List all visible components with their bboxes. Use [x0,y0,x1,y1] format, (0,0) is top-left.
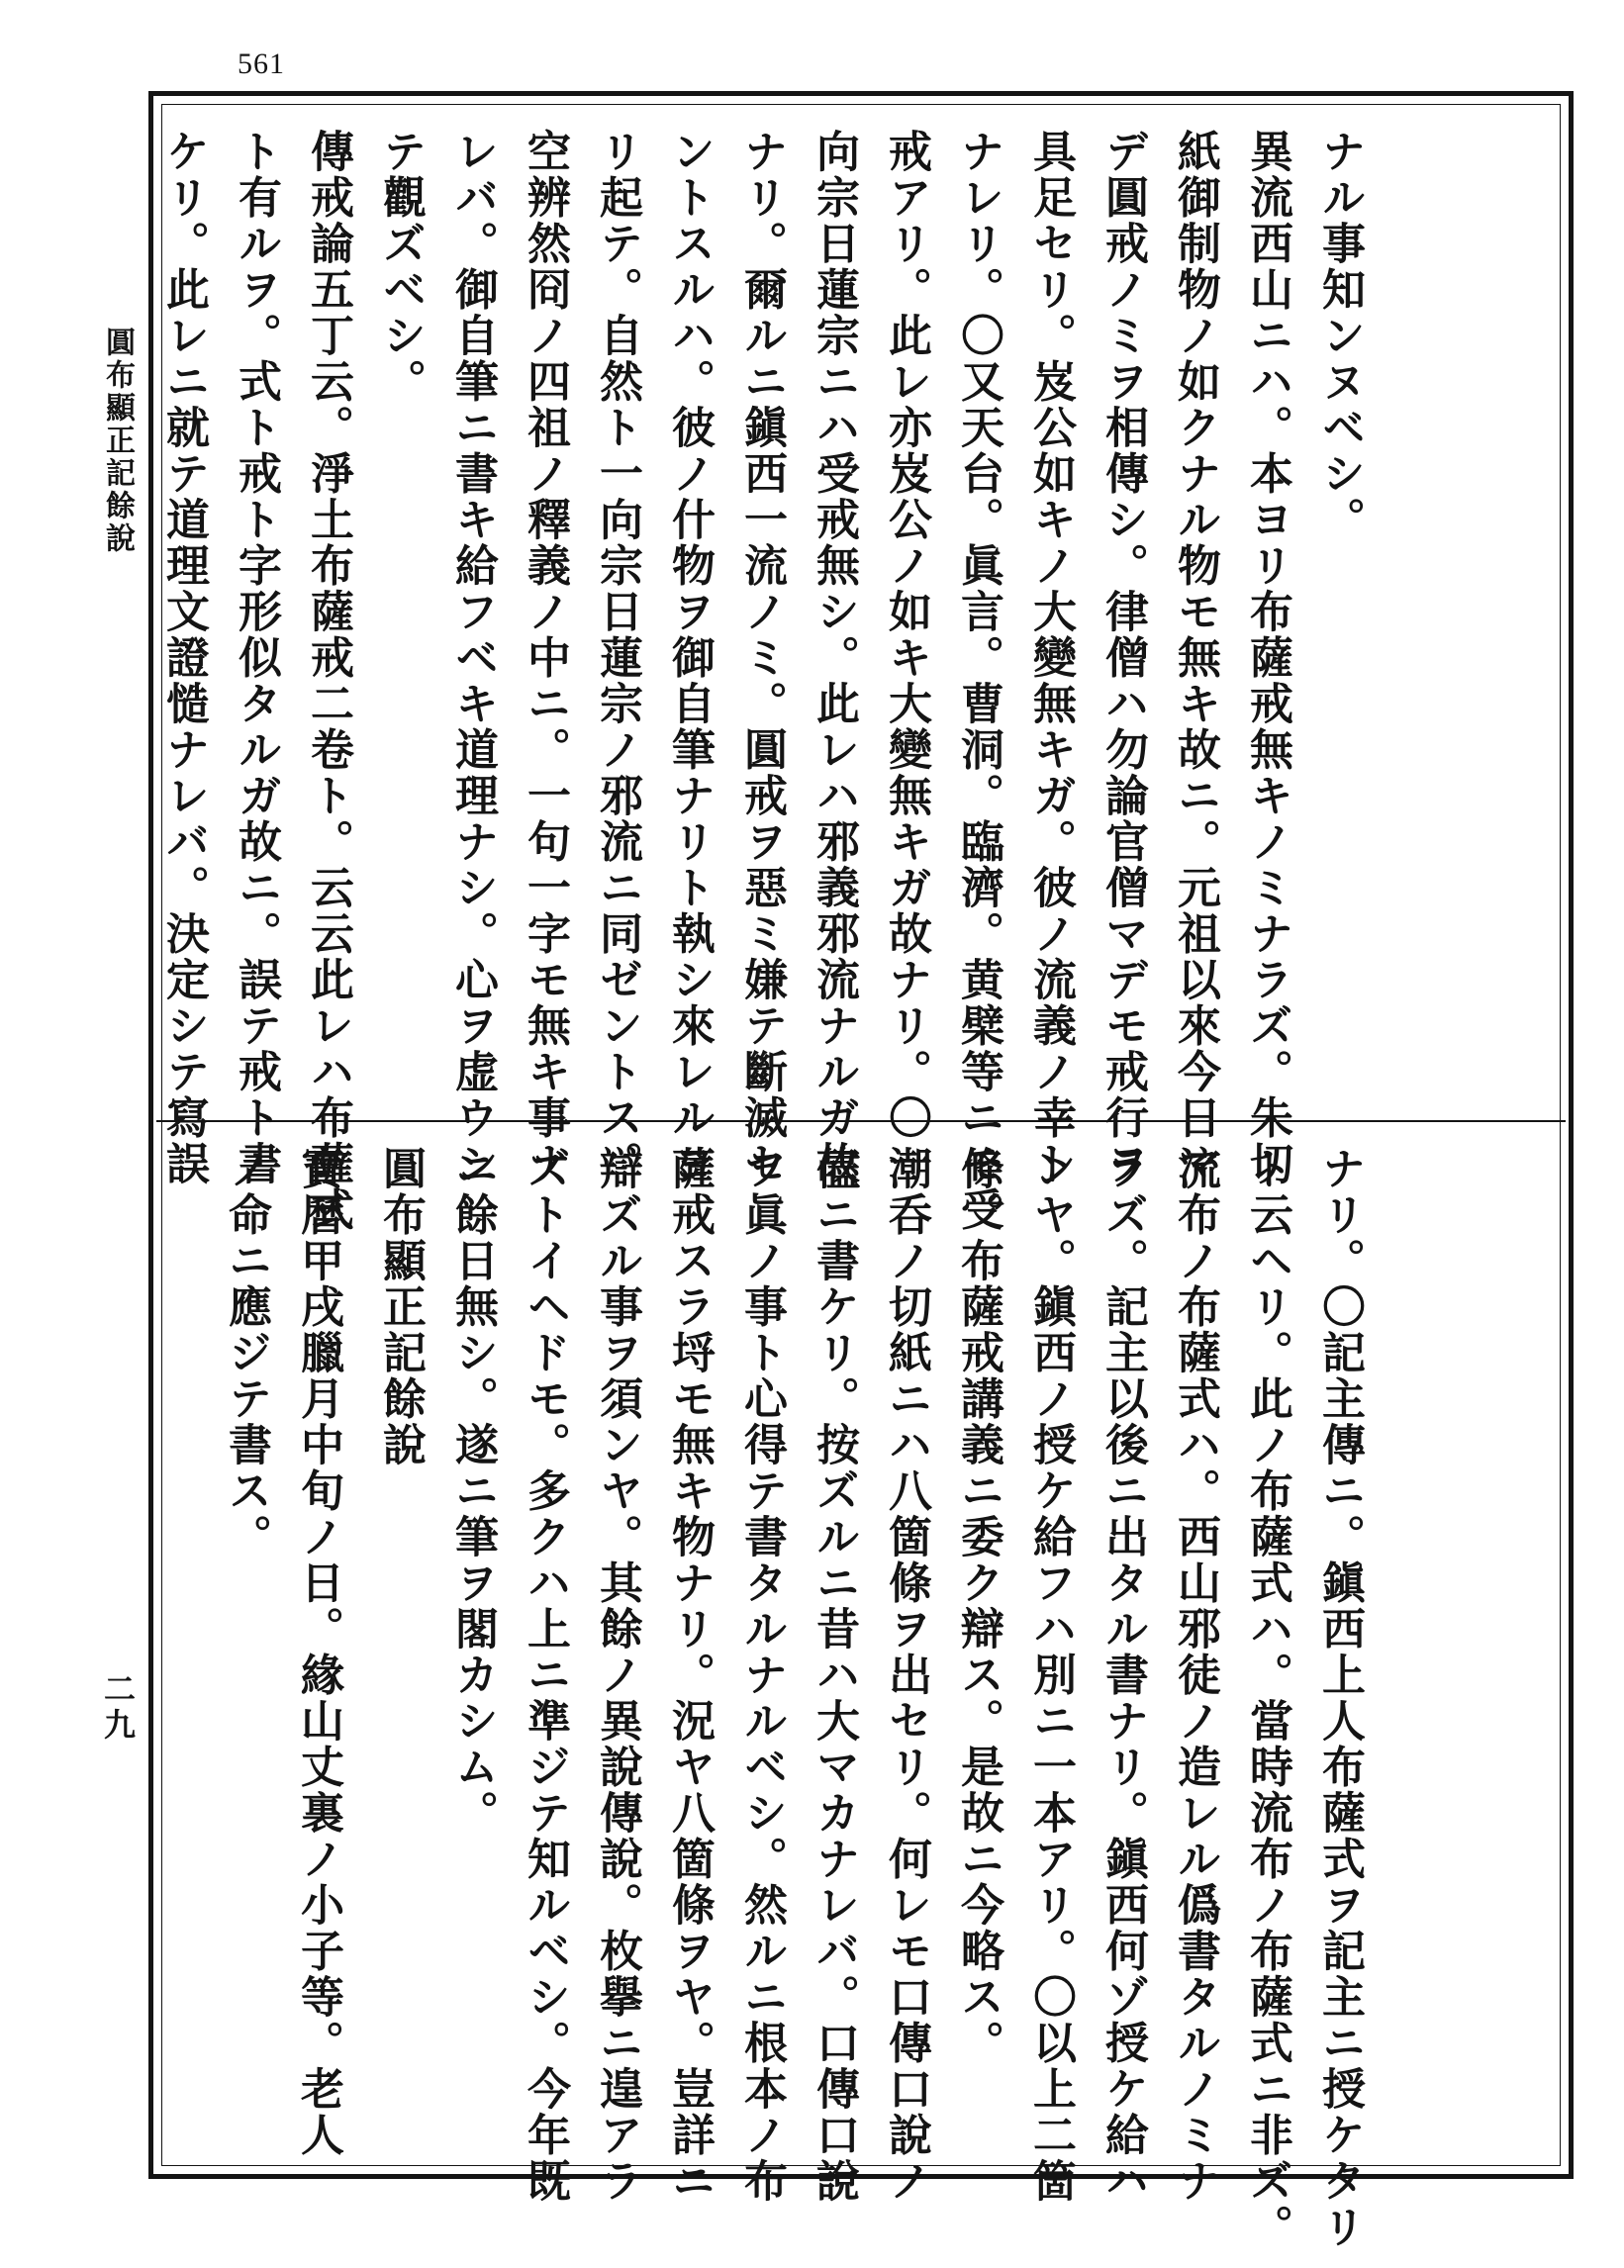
lower-column: 潮呑ノ切紙ニハ八箇條ヲ出セリ。何レモ口傳口說ノ [881,1146,931,2205]
upper-column: 具足セリ。岌公如キノ大變無キガ。彼ノ流義ノ幸ト [1025,129,1076,1187]
lower-column: 儘ニ書ケリ。按ズルニ昔ハ大マカナレバ。口傳口說 [809,1146,859,2205]
upper-column: 傳戒論五丁云。淨土布薩戒二卷ト。云云此レハ布薩式 [303,129,353,1233]
upper-column: テ觀ズベシ。 [375,129,426,405]
upper-column: 異流西山ニハ。本ヨリ布薩戒無キノミナラズ。朱切 [1242,129,1292,1187]
side-folio-number: 二九 [99,1672,137,1744]
horizontal-divider [156,1120,1566,1122]
lower-column: 條。布薩戒講義ニ委ク辯ス。是故ニ今略ス。 [953,1146,1003,2066]
lower-column: ンヤ。鎭西ノ授ケ給フハ別ニ一本アリ。〇以上二箇 [1025,1146,1076,2205]
upper-column: デ圓戒ノミヲ相傳シ。律僧ハ勿論官僧マデモ戒行ヲ [1098,129,1148,1187]
lower-column: ヲ眞ノ事ト心得テ書タルナルベシ。然ルニ根本ノ布 [736,1146,787,2205]
colophon-line: 寶曆甲戌臘月中旬ノ日。緣山丈裏ノ小子等。老人 [293,1146,343,2158]
lower-column: ニ餘日無シ。遂ニ筆ヲ閣カシム。 [447,1146,498,1837]
lower-text-block [188,1146,1376,2250]
lower-column: 流布ノ布薩式ハ。西山邪徒ノ造レル僞書タルノミナ [1170,1146,1220,2205]
upper-column: ナル事知ンヌベシ。 [1314,129,1365,543]
upper-column: ナレリ。〇又天台。眞言。曹洞。臨濟。黄檗等ニモ受 [953,129,1003,1233]
upper-text-block [158,129,1376,1233]
colophon-title: 圓布顯正記餘說 [375,1146,426,1468]
lower-column: ズトイヘドモ。多クハ上ニ準ジテ知ルベシ。今年既 [520,1146,570,2205]
lower-column: 辯ズル事ヲ須ンヤ。其餘ノ異說傳說。枚擧ニ遑アラ [592,1146,642,2205]
lower-column: ナリ。〇記主傳ニ。鎭西上人布薩式ヲ記主ニ授ケタリ [1314,1146,1365,2250]
colophon-line: ノ命ニ應ジテ書ス。 [221,1146,271,1560]
page-number: 561 [238,47,285,80]
upper-column: 紙御制物ノ如クナル物モ無キ故ニ。元祖以來今日マ [1170,129,1220,1187]
upper-column: ナリ。爾ルニ鎭西一流ノミ。圓戒ヲ惡ミ嫌テ斷滅セ [736,129,787,1187]
lower-column: 薩戒スラ埒モ無キ物ナリ。況ヤ八箇條ヲヤ。豈詳ニ [664,1146,715,2205]
lower-column: ト云ヘリ。此ノ布薩式ハ。當時流布ノ布薩式ニ非ズ。 [1242,1146,1292,2250]
upper-column: レバ。御自筆ニ書キ給フベキ道理ナシ。心ヲ虚ウシ [447,129,498,1187]
lower-column: ラズ。記主以後ニ出タル書ナリ。鎭西何ゾ授ケ給ハ [1098,1146,1148,2205]
upper-column: 向宗日蓮宗ニハ受戒無シ。此レハ邪義邪流ナルガ故 [809,129,859,1187]
side-running-title: 圓布顯正記餘說 [100,327,135,555]
upper-column: ケリ。此レニ就テ道理文證慥ナレバ。決定シテ寫誤 [158,129,209,1187]
upper-column: リ起テ。自然ト一向宗日蓮宗ノ邪流ニ同ゼントス。 [592,129,642,1187]
upper-column: ントスルハ。彼ノ什物ヲ御自筆ナリト執シ來レルヨ [664,129,715,1187]
upper-column: 空辨然冏ノ四祖ノ釋義ノ中ニ。一句一字モ無キ事ナ [520,129,570,1187]
upper-column: ト有ルヲ。式ト戒ト字形似タルガ故ニ。誤テ戒ト書 [231,129,281,1187]
upper-column: 戒アリ。此レ亦岌公ノ如キ大變無キガ故ナリ。〇一 [881,129,931,1187]
